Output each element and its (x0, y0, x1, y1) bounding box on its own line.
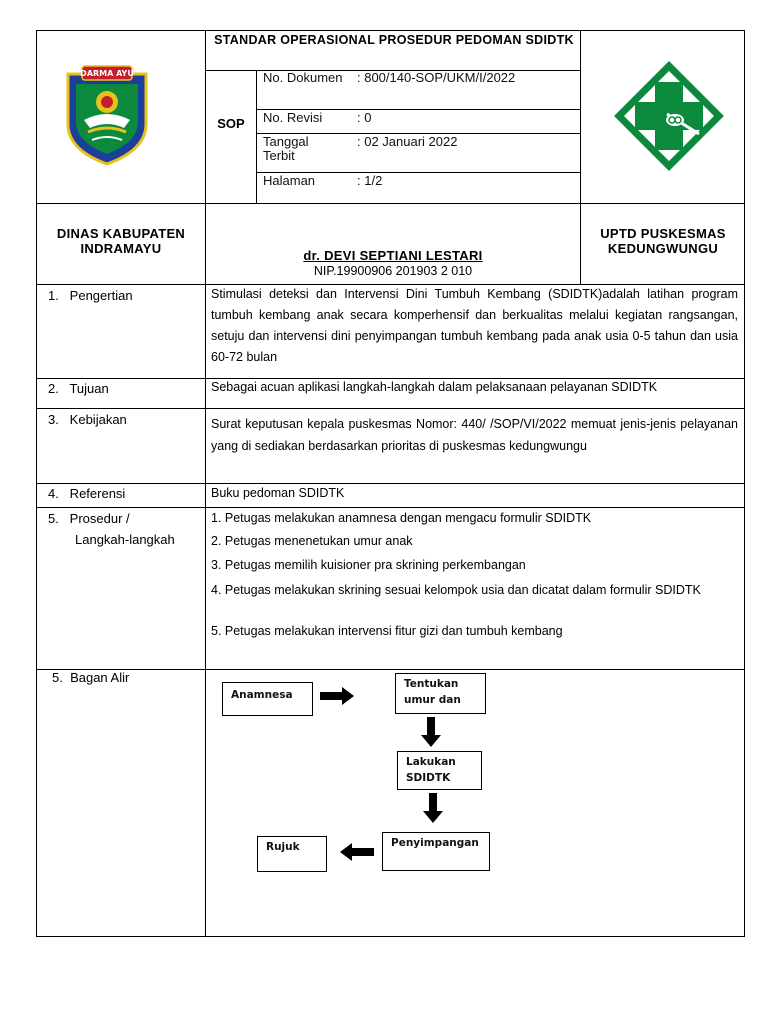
section-label-reference: 4. Referensi (48, 486, 126, 501)
left-organization: DINAS KABUPATEN INDRAMAYU (56, 226, 186, 256)
border-bottom (36, 936, 745, 937)
section-text-policy: Surat keputusan kepala puskesmas Nomor: 440/ /SOP/VI/2022 memuat jenis-jenis pelayanan yang di sediakan berdasarkan prioritas di puskesmas kedungwungu (211, 417, 738, 453)
row-divider-4 (36, 507, 745, 508)
meta-label-issue-date: Tanggal Terbit (263, 134, 309, 163)
arrow-right-icon (318, 686, 356, 706)
right-organization: UPTD PUSKESMAS KEDUNGWUNGU (600, 226, 726, 256)
section-label-procedure: 5. Prosedur / (48, 511, 130, 526)
procedure-step-4: 4. Petugas melakukan skrining sesuai kelompok usia dan dicatat dalam formulir SDIDTK (211, 583, 701, 597)
meta-label-page: Halaman (263, 173, 316, 188)
section-label-objective: 2. Tujuan (48, 381, 109, 396)
label-column-divider (205, 30, 206, 937)
border-right (744, 30, 745, 937)
signatory-nip: NIP.19900906 201903 2 010 (313, 264, 473, 278)
section-label-definition: 1. Pengertian (48, 288, 133, 303)
flow-box-penyimpangan: Penyimpangan (382, 832, 490, 871)
procedure-step-2: 2. Petugas menenetukan umur anak (211, 534, 413, 548)
meta-value-page: : 1/2 (357, 173, 383, 188)
row-divider-3 (36, 483, 745, 484)
meta-value-issue-date: : 02 Januari 2022 (357, 134, 458, 149)
section-label-procedure-2: Langkah-langkah (75, 532, 175, 547)
section-text-reference: Buku pedoman SDIDTK (211, 486, 345, 500)
section-label-flowchart: 5. Bagan Alir (52, 670, 130, 685)
header-divider (36, 203, 745, 204)
flow-box-anamnesa: Anamnesa (222, 682, 313, 716)
meta-label-revision: No. Revisi (263, 110, 323, 125)
procedure-step-3: 3. Petugas memilih kuisioner pra skrining perkembangan (211, 558, 526, 572)
procedure-step-1: 1. Petugas melakukan anamnesa dengan mengacu formulir SDIDTK (211, 511, 592, 525)
arrow-left-icon (338, 842, 376, 862)
flow-box-lakukan: Lakukan SDIDTK (397, 751, 482, 790)
border-left (36, 30, 37, 937)
document-title: STANDAR OPERASIONAL PROSEDUR PEDOMAN SDIDTK (214, 33, 574, 47)
section-text-definition: Stimulasi deteksi dan Intervensi Dini Tumbuh Kembang (SDIDTK)adalah latihan program tumbuh kembang anak secara komperhensif dan berkualitas melalui kegiatan rangsangan, setuju dan intervensi dini penyimpangan tumbuh kembang pada anak usia 0-5 tahun dan usia 60-72 bulan (211, 287, 738, 364)
meta-value-revision: : 0 (357, 110, 372, 125)
flow-box-tentukan: Tentukan umur dan (395, 673, 486, 714)
arrow-down-icon-2 (422, 791, 444, 825)
procedure-step-5: 5. Petugas melakukan intervensi fitur gizi dan tumbuh kembang (211, 624, 563, 638)
regency-logo (62, 62, 152, 166)
logo-motto: DARMA AYU (80, 69, 134, 78)
row-divider-2 (36, 408, 745, 409)
flow-box-rujuk: Rujuk (257, 836, 327, 872)
right-logo-divider (580, 30, 581, 285)
sop-label: SOP (217, 116, 245, 131)
meta-value-doc-number: : 800/140-SOP/UKM/I/2022 (357, 70, 516, 85)
sop-divider (256, 70, 257, 204)
border-top (36, 30, 745, 31)
meta-label-doc-number: No. Dokumen (263, 70, 343, 85)
section-label-policy: 3. Kebijakan (48, 412, 127, 427)
row-divider-1 (36, 378, 745, 379)
puskesmas-logo (613, 60, 725, 172)
arrow-down-icon (420, 715, 442, 749)
section-text-objective: Sebagai acuan aplikasi langkah-langkah dalam pelaksanaan pelayanan SDIDTK (211, 380, 658, 394)
signatory-name: dr. DEVI SEPTIANI LESTARI (303, 248, 483, 263)
